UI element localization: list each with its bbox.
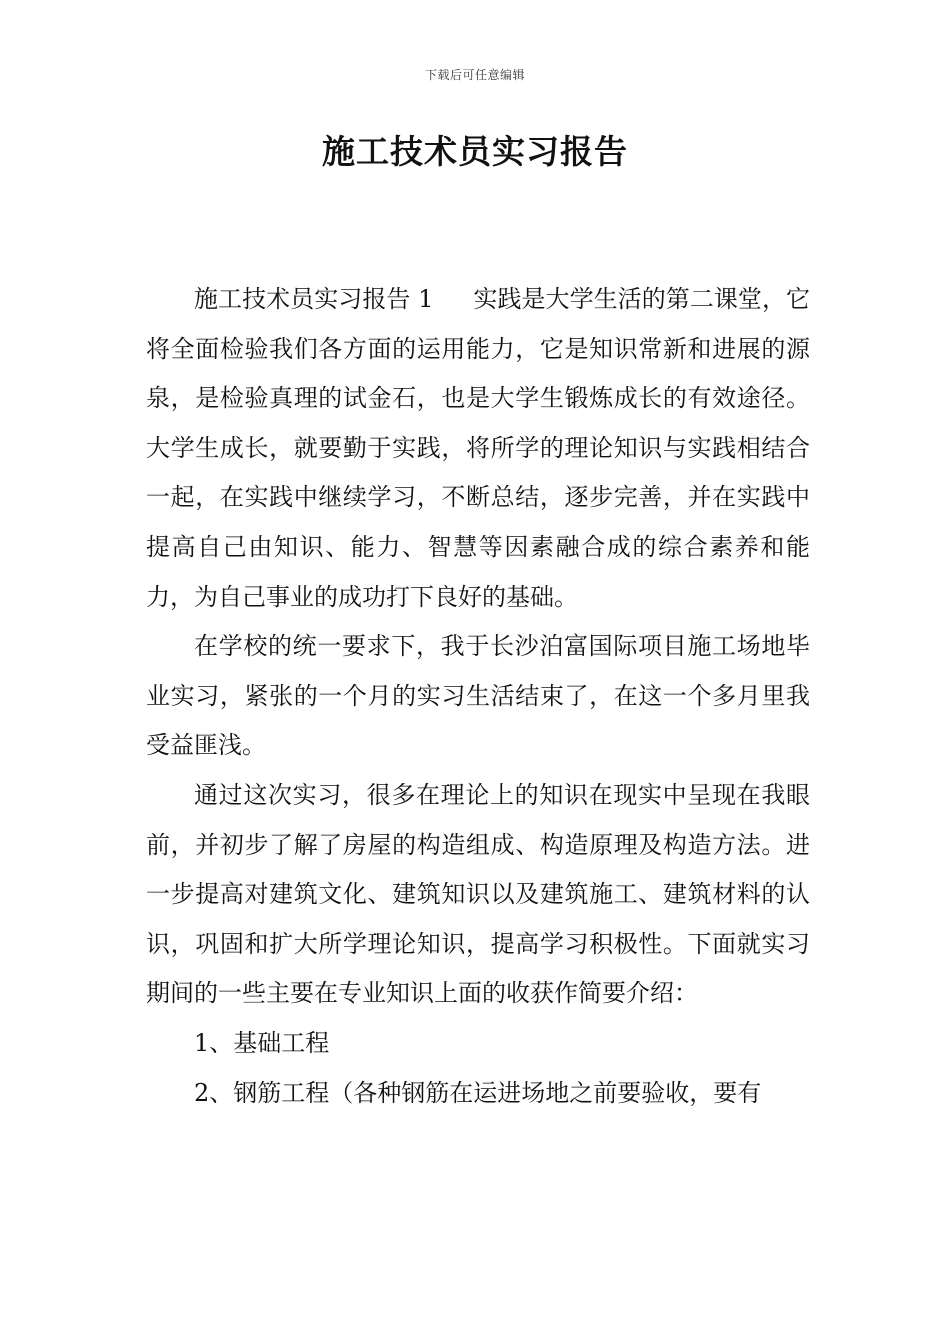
- paragraph-intro: [146, 275, 810, 622]
- paragraph-foundation-engineering: 1、基础工程: [194, 1028, 330, 1057]
- report-section-label: 施工技术员实习报告 1: [194, 285, 434, 313]
- document-title: 施工技术员实习报告: [322, 132, 628, 171]
- paragraph-internship-location: 在学校的统一要求下，我于长沙泊富国际项目施工场地毕业实习，紧张的一个月的实习生活结束了，在这一个多月里我受益匪浅。: [146, 632, 810, 760]
- header-note: 下载后可任意编辑: [424, 68, 525, 82]
- document-body: [146, 275, 810, 1118]
- paragraph-rebar-engineering: 2、钢筋工程（各种钢筋在运进场地之前要验收，要有: [194, 1078, 762, 1107]
- paragraph-intro-text: 实践是大学生活的第二课堂，它将全面检验我们各方面的运用能力，它是知识常新和进展的源泉，是检验真理的试金石，也是大学生锻炼成长的有效途径。大学生成长，就要勤于实践，将所学的理论知识与实践相结合一起，在实践中继续学习，不断总结，逐步完善，并在实践中提高自己由知识、能力、智慧等因素融合成的综合素养和能力，为自己事业的成功打下良好的基础。: [146, 285, 810, 611]
- paragraph-internship-gains: 通过这次实习，很多在理论上的知识在现实中呈现在我眼前，并初步了解了房屋的构造组成、构造原理及构造方法。进一步提高对建筑文化、建筑知识以及建筑施工、建筑材料的认识，巩固和扩大所学理论知识，提高学习积极性。下面就实习期间的一些主要在专业知识上面的收获作简要介绍：: [146, 780, 810, 1008]
